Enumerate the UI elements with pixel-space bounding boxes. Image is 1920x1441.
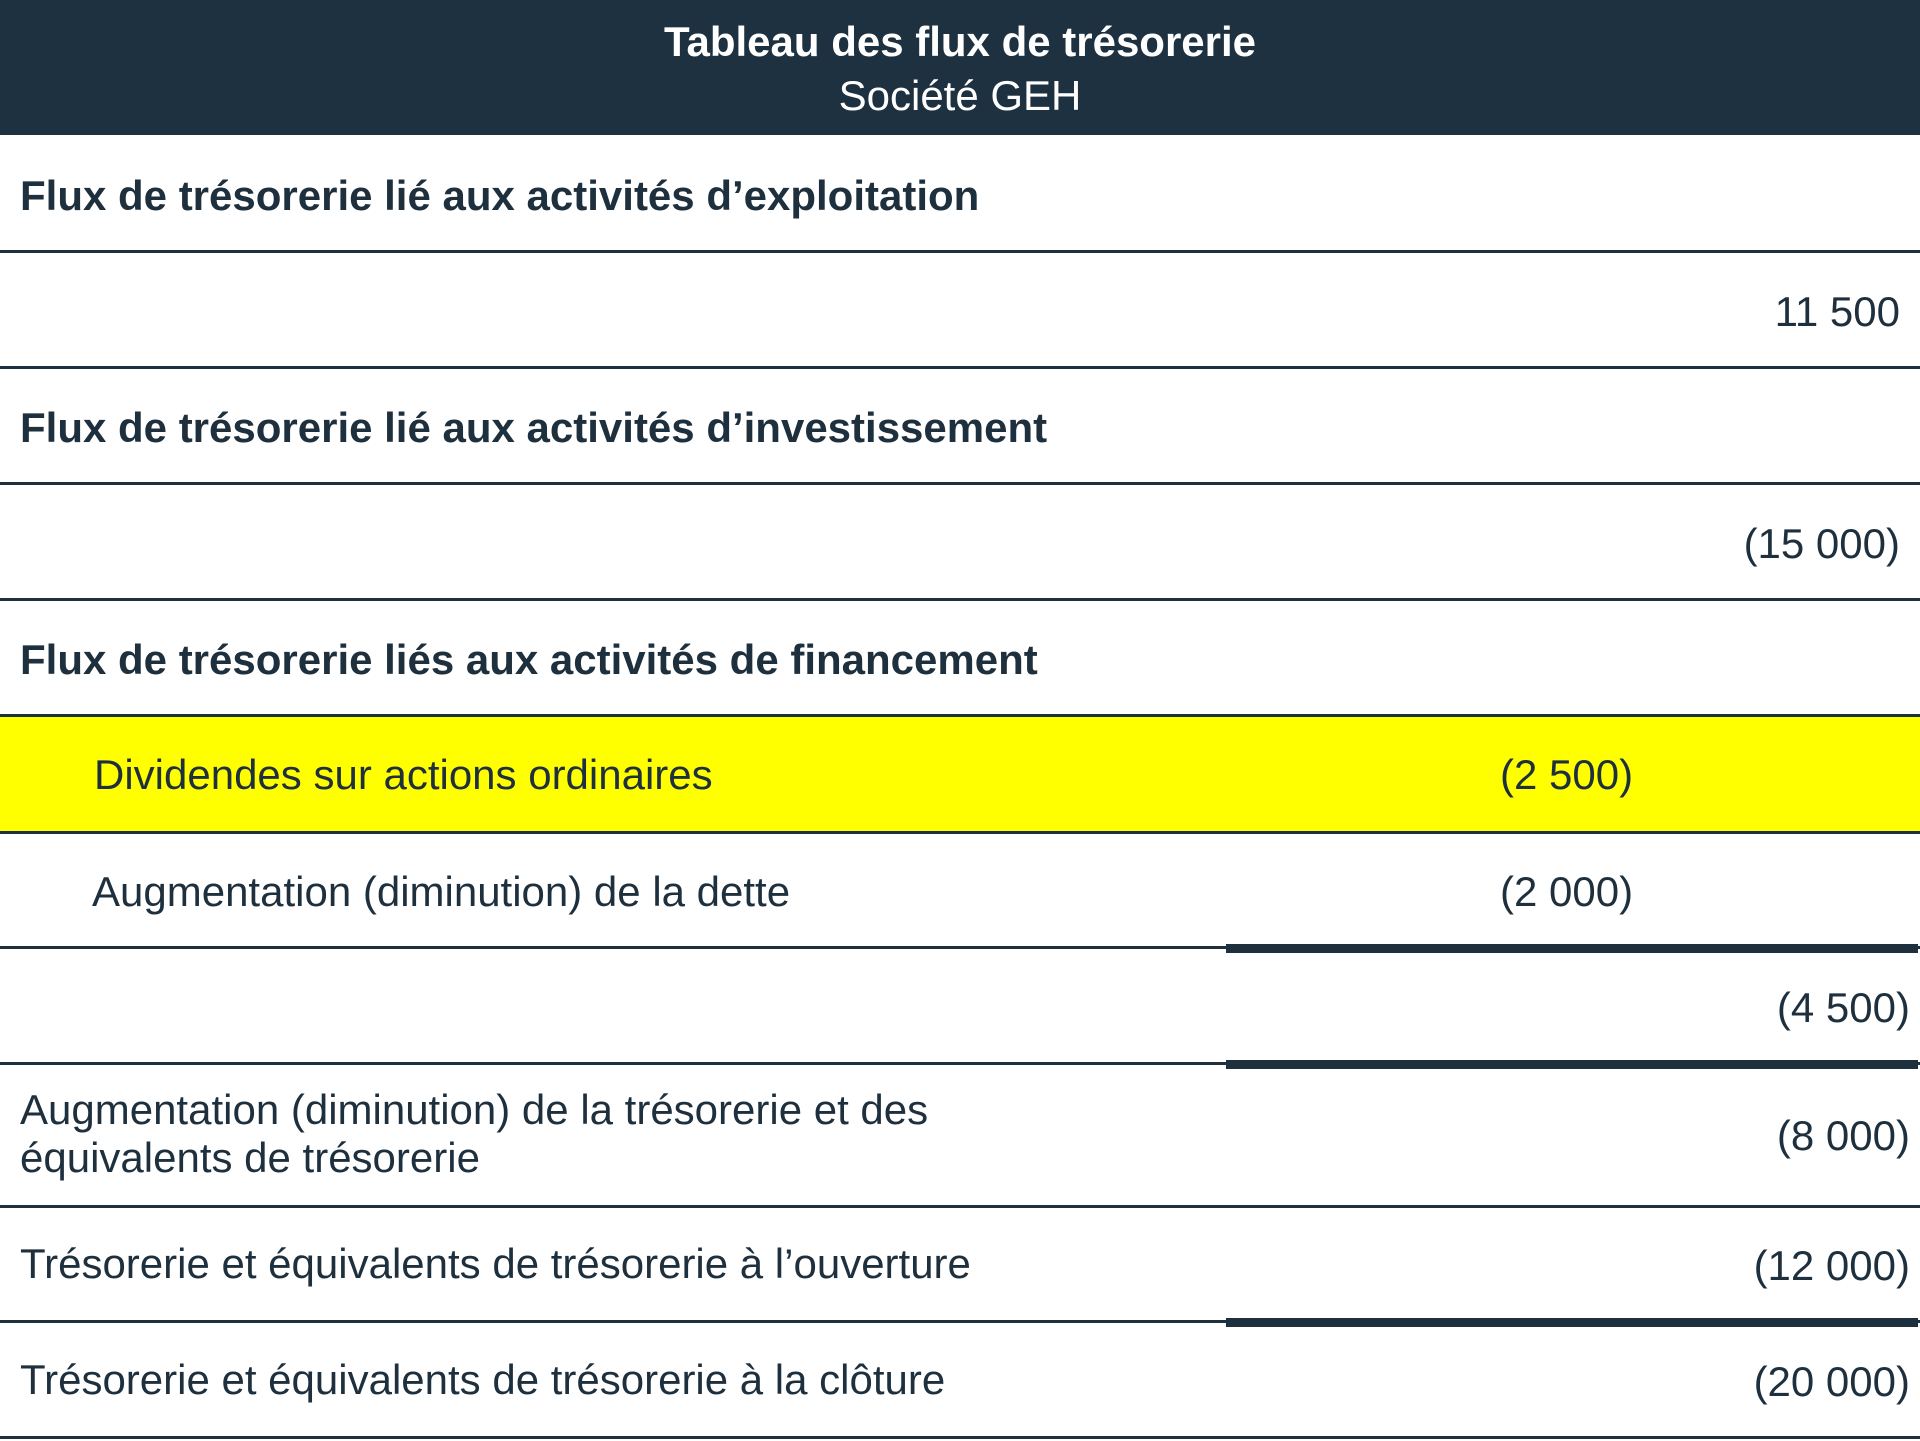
variation-amount: (8 000)	[1776, 1112, 1910, 1159]
financement-total: (4 500)	[1776, 984, 1910, 1031]
row-divider	[0, 1205, 1920, 1208]
highlighted-row	[0, 717, 1920, 831]
dividendes-amount: (2 500)	[1500, 751, 1634, 798]
row-divider	[0, 1436, 1920, 1439]
row-divider	[0, 831, 1920, 834]
section-financement-heading: Flux de trésorerie liés aux activités de financement	[20, 636, 1038, 683]
section-investissement-heading: Flux de trésorerie lié aux activités d’investissement	[20, 404, 1048, 451]
section-exploitation-heading: Flux de trésorerie lié aux activités d’exploitation	[20, 172, 980, 219]
cloture-amount: (20 000)	[1753, 1358, 1910, 1405]
company-name: Société GEH	[838, 72, 1082, 119]
row-divider	[0, 598, 1920, 601]
exploitation-total: 11 500	[1774, 288, 1900, 335]
row-divider	[0, 366, 1920, 369]
row-divider	[0, 482, 1920, 485]
cloture-label: Trésorerie et équivalents de trésorerie à la clôture	[20, 1356, 946, 1403]
dividendes-label: Dividendes sur actions ordinaires	[94, 751, 713, 798]
variation-label-line2: équivalents de trésorerie	[20, 1134, 480, 1181]
subtotal-rule	[1226, 944, 1918, 953]
ouverture-amount: (12 000)	[1753, 1242, 1910, 1289]
statement-title: Tableau des flux de trésorerie	[663, 18, 1257, 65]
statement-header	[0, 0, 1920, 135]
row-divider	[0, 250, 1920, 253]
dette-label: Augmentation (diminution) de la dette	[92, 868, 791, 915]
total-rule	[1226, 1060, 1918, 1069]
investissement-total: (15 000)	[1743, 520, 1900, 567]
total-rule	[1226, 1318, 1918, 1327]
ouverture-label: Trésorerie et équivalents de trésorerie à l’ouverture	[20, 1240, 971, 1287]
variation-label-line1: Augmentation (diminution) de la trésorerie et des	[20, 1086, 929, 1133]
dette-amount: (2 000)	[1500, 868, 1634, 915]
